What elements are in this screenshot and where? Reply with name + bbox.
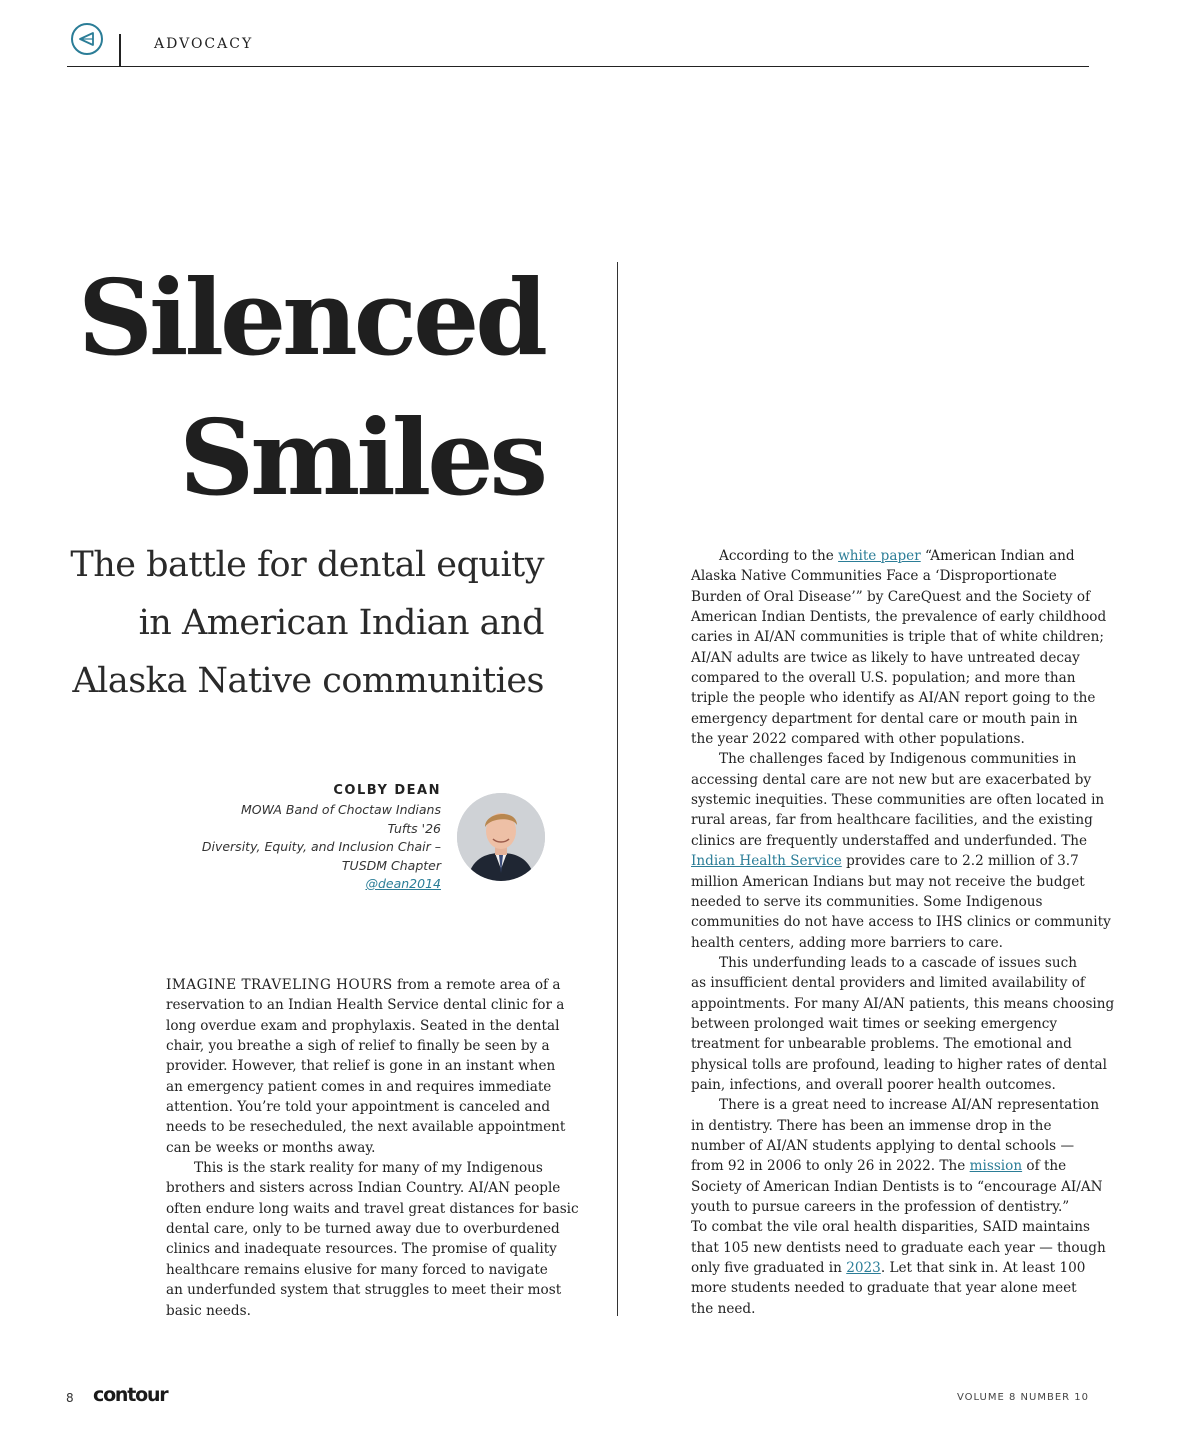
body-line: clinics are frequently understaffed and underfunded. The	[691, 832, 1088, 849]
body-line: an underfunded system that struggles to meet their most	[166, 1282, 562, 1299]
body-line: physical tolls are profound, leading to higher rates of dental	[691, 1056, 1107, 1073]
mission-link[interactable]: mission	[969, 1158, 1023, 1175]
body-line: rural areas, far from healthcare facilities, and the existing	[691, 812, 1093, 829]
indian-health-service-link[interactable]: Indian Health Service	[691, 853, 842, 870]
body-line: the year 2022 compared with other populations.	[691, 731, 1025, 748]
author-affiliation: MOWA Band of Choctaw Indians	[240, 802, 441, 817]
subtitle-line-1: The battle for dental equity	[70, 545, 544, 585]
body-line: Burden of Oral Disease’” by CareQuest and the Society of	[691, 588, 1091, 605]
body-line: triple the people who identify as AI/AN report going to the	[691, 690, 1096, 707]
year-2023-link[interactable]: 2023	[846, 1260, 881, 1277]
body-line: an emergency patient comes in and requires immediate	[166, 1078, 552, 1095]
body-line: in dentistry. There has been an immense drop in the	[691, 1117, 1052, 1134]
body-text-span: only five graduated in	[691, 1260, 847, 1277]
body-line: can be weeks or months away.	[166, 1139, 376, 1156]
body-line: attention. You’re told your appointment is canceled and	[166, 1099, 551, 1116]
author-chapter: TUSDM Chapter	[341, 857, 441, 873]
body-line: health centers, adding more barriers to care.	[691, 934, 1003, 951]
body-line: appointments. For many AI/AN patients, this means choosing	[691, 995, 1115, 1012]
body-line: clinics and inadequate resources. The promise of quality	[166, 1241, 557, 1258]
header-rule	[67, 66, 1089, 67]
body-line: needs to be resecheduled, the next available appointment	[166, 1119, 566, 1136]
body-line: more students needed to graduate that year alone meet	[691, 1280, 1077, 1297]
subtitle-line-2: in American Indian and	[138, 603, 544, 643]
avatar	[457, 793, 545, 881]
body-line: American Indian Dentists, the prevalence of early childhood	[691, 609, 1107, 626]
contour-logo: contour	[93, 1384, 168, 1406]
subtitle-line-3: Alaska Native communities	[72, 661, 544, 701]
body-line: treatment for unbearable problems. The emotional and	[691, 1036, 1072, 1053]
body-line: systemic inequities. These communities are often located in	[691, 792, 1105, 809]
body-text-span: “American Indian and	[920, 548, 1075, 564]
body-line: that 105 new dentists need to graduate each year — though	[691, 1239, 1106, 1256]
body-line	[166, 975, 566, 995]
body-line: chair, you breathe a sigh of relief to finally be seen by a	[166, 1038, 550, 1055]
body-line: long overdue exam and prophylaxis. Seated in the dental	[166, 1017, 560, 1034]
body-line: accessing dental care are not new but are exacerbated by	[691, 771, 1092, 788]
column-divider	[617, 262, 618, 1316]
author-block	[202, 783, 441, 894]
body-line: This is the stark reality for many of my Indigenous	[194, 1160, 543, 1177]
body-line: There is a great need to increase AI/AN representation	[719, 1097, 1100, 1114]
body-line: provider. However, that relief is gone in an instant when	[166, 1058, 556, 1075]
white-paper-link[interactable]: white paper	[838, 548, 921, 564]
body-line: the need.	[691, 1300, 756, 1317]
header-divider	[119, 34, 121, 67]
section-label: ADVOCACY	[154, 36, 254, 52]
body-line: often endure long waits and travel great distances for basic	[166, 1200, 579, 1217]
article-subtitle	[64, 536, 544, 710]
body-text-span: . Let that sink in. At least 100	[880, 1260, 1086, 1277]
body-line: Society of American Indian Dentists is to “encourage AI/AN	[691, 1178, 1103, 1195]
body-line: To combat the vile oral health disparities, SAID maintains	[691, 1219, 1090, 1236]
body-line: million American Indians but may not receive the budget	[691, 873, 1085, 890]
body-line: youth to pursue careers in the profession of dentistry.”	[691, 1199, 1070, 1215]
author-role: Diversity, Equity, and Inclusion Chair –	[201, 839, 441, 854]
body-line: basic needs.	[166, 1302, 251, 1319]
page-number: 8	[66, 1391, 74, 1405]
author-name: COLBY DEAN	[333, 783, 441, 798]
body-line: healthcare remains elusive for many forced to navigate	[166, 1261, 548, 1278]
body-line: emergency department for dental care or mouth pain in	[691, 710, 1078, 727]
body-line: The challenges faced by Indigenous communities in	[719, 751, 1077, 768]
article-title	[78, 248, 544, 528]
title-line-2: Smiles	[179, 396, 544, 519]
lead-in-rest: from a remote area of a	[392, 977, 561, 993]
body-line	[691, 1258, 1091, 1278]
body-text-span: According to the	[719, 548, 839, 564]
megaphone-icon	[71, 23, 103, 55]
body-line: as insufficient dental providers and limited availability of	[691, 975, 1085, 992]
body-line: This underfunding leads to a cascade of issues such	[719, 954, 1077, 971]
body-line: brothers and sisters across Indian Country. AI/AN people	[166, 1180, 561, 1197]
author-handle-link[interactable]: @dean2014	[365, 876, 441, 891]
body-line: needed to serve its communities. Some Indigenous	[691, 893, 1043, 910]
body-line: caries in AI/AN communities is triple that of white children;	[691, 629, 1104, 646]
body-text-span: provides care to 2.2 million of 3.7	[841, 853, 1079, 870]
body-line: number of AI/AN students applying to dental schools —	[691, 1137, 1075, 1154]
title-line-1: Silenced	[77, 256, 544, 379]
body-line: AI/AN adults are twice as likely to have untreated decay	[691, 649, 1080, 666]
body-line	[691, 1156, 1091, 1176]
body-line: communities do not have access to IHS clinics or community	[691, 914, 1111, 931]
body-line: pain, infections, and overall poorer health outcomes.	[691, 1076, 1056, 1093]
body-text-span: from 92 in 2006 to only 26 in 2022. The	[691, 1158, 970, 1175]
body-text-span: of the	[1022, 1158, 1067, 1175]
body-line: dental care, only to be turned away due to overburdened	[166, 1221, 560, 1238]
article-body-right	[691, 546, 1115, 1319]
body-line	[691, 546, 1091, 566]
author-school: Tufts '26	[387, 820, 441, 836]
body-line	[691, 851, 1091, 871]
body-line: between prolonged wait times or seeking emergency	[691, 1015, 1058, 1032]
body-line: compared to the overall U.S. population; and more than	[691, 670, 1076, 687]
body-line: Alaska Native Communities Face a ‘Disproportionate	[691, 568, 1057, 585]
body-line: reservation to an Indian Health Service dental clinic for a	[166, 997, 565, 1014]
article-body-left	[166, 975, 579, 1321]
lead-in-caps: IMAGINE TRAVELING HOURS	[166, 977, 393, 993]
issue-label: VOLUME 8 NUMBER 10	[956, 1392, 1089, 1403]
